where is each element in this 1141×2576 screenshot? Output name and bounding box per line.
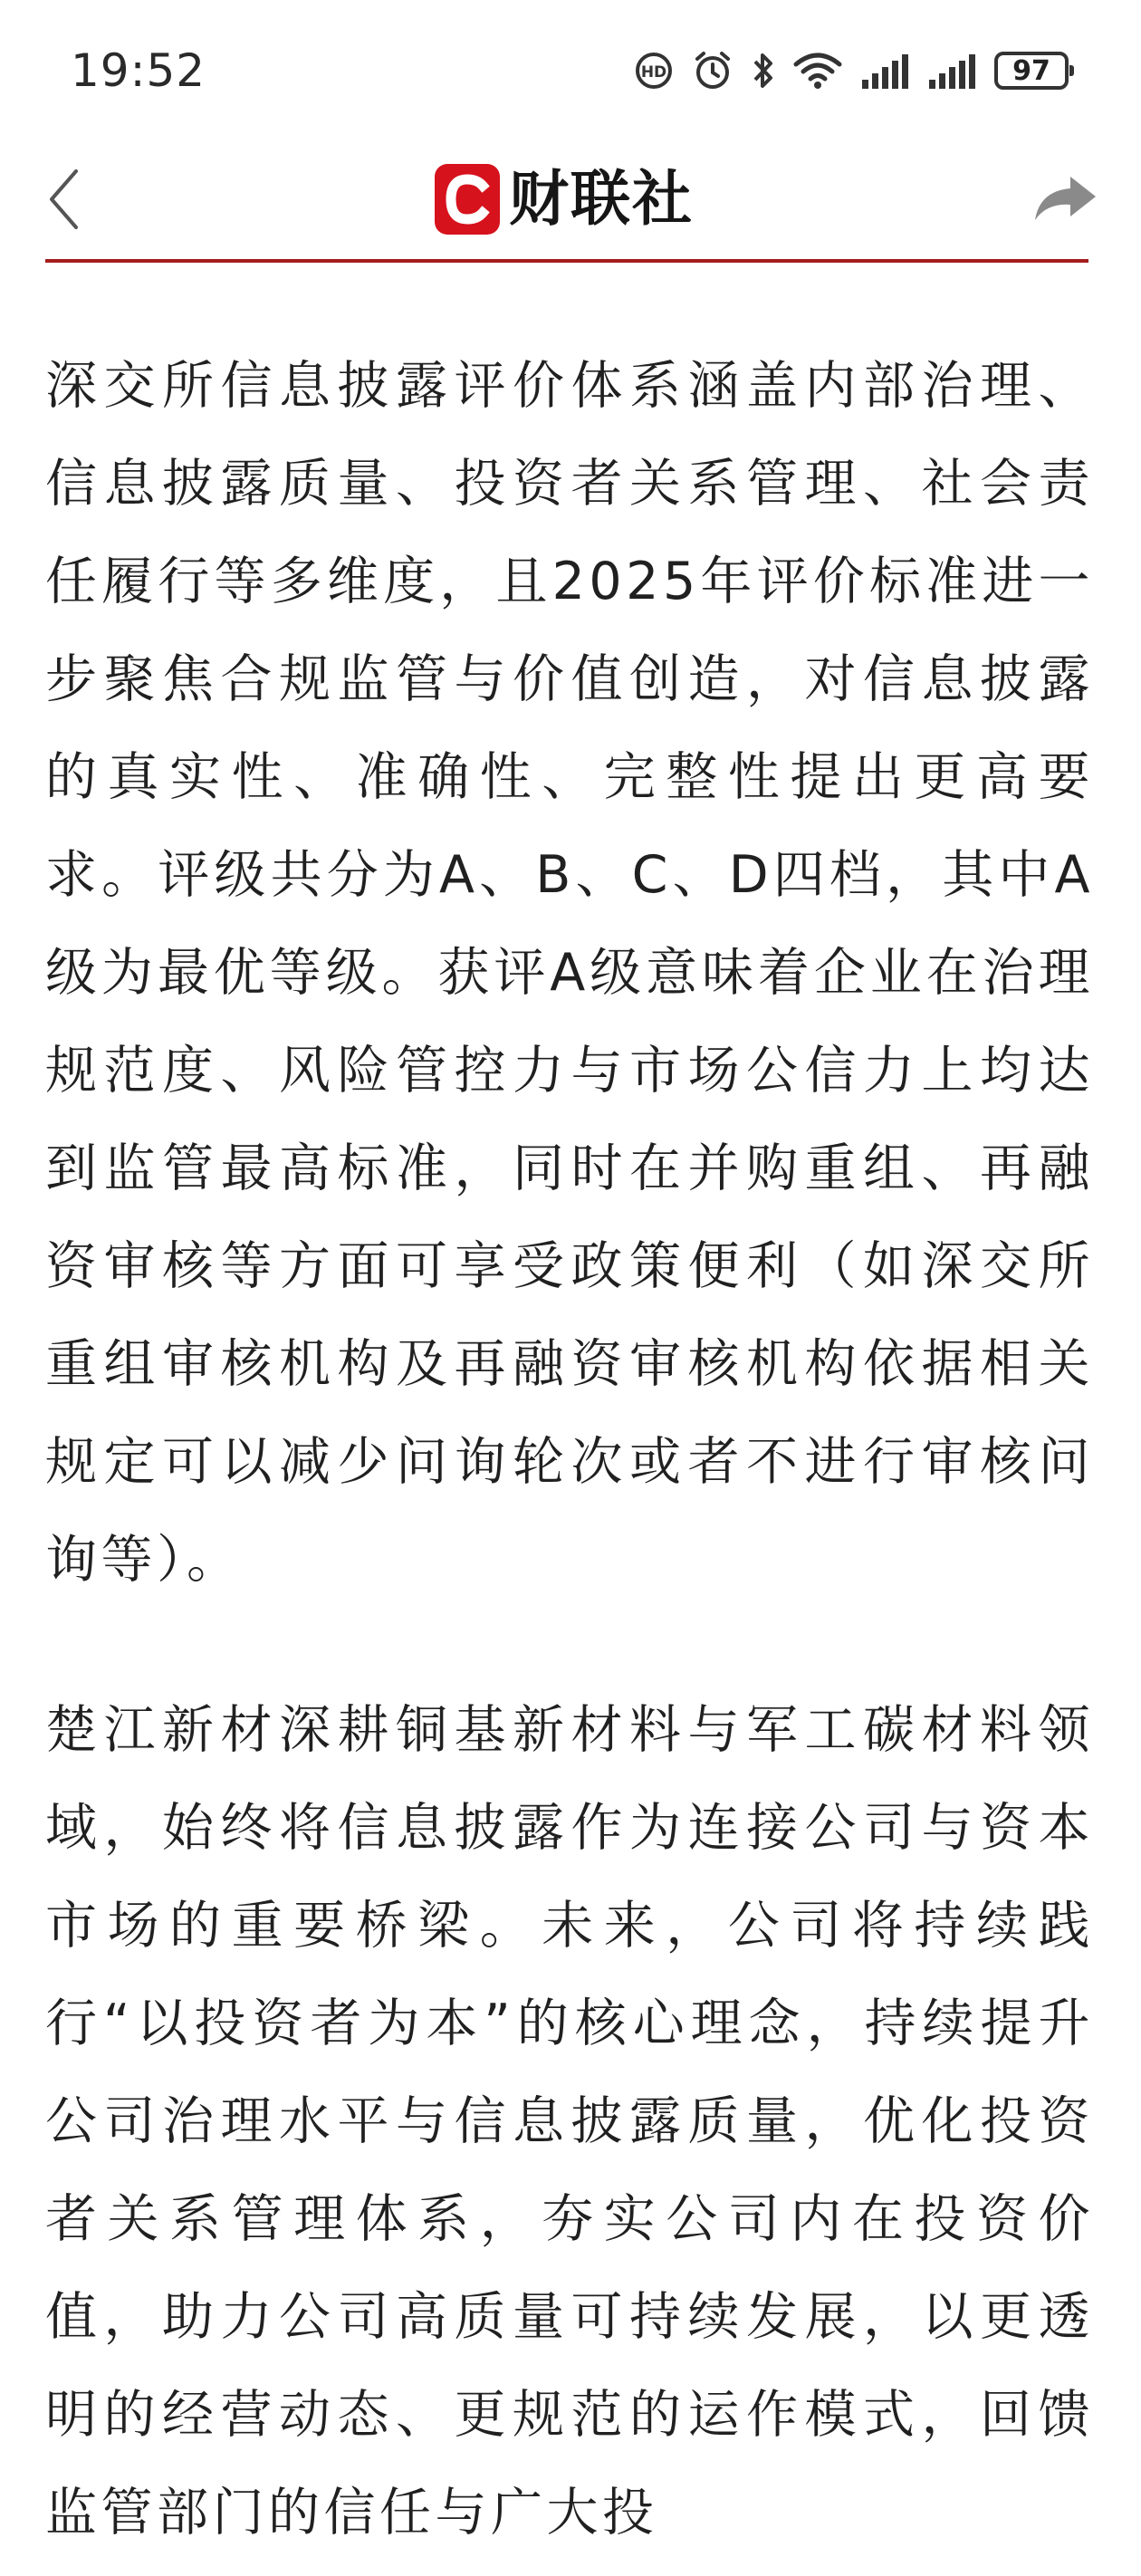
- signal-icon: [860, 53, 909, 89]
- article-paragraph: 楚江新材深耕铜基新材料与军工碳材料领域，始终将信息披露作为连接公司与资本市场的重要桥梁。未来，公司将持续践行“以投资者为本”的核心理念，持续提升公司治理水平与信息披露质量，优化投资者关系管理体系，夯实公司内在投资价值，助力公司高质量可持续发展，以更透明的经营动态、更规范的运作模式，回馈监管部门的信任与广大投: [45, 1700, 1094, 2542]
- logo-text: 财联社: [509, 164, 694, 234]
- status-icons: [634, 45, 1069, 96]
- battery-icon: [994, 52, 1069, 90]
- logo-mark-icon: [435, 164, 500, 235]
- article-paragraph: 深交所信息披露评价体系涵盖内部治理、信息披露质量、投资者关系管理、社会责任履行等多维度，且2025年评价标准进一步聚焦合规监管与价值创造，对信息披露的真实性、准确性、完整性提出更高要求。评级共分为A、B、C、D四档，其中A级为最优等级。获评A级意味着企业在治理规范度、风险管控力与市场公信力上均达到监管最高标准，同时在并购重组、再融资审核等方面可享受政策便利（如深交所重组审核机构及再融资审核机构依据相关规定可以减少问询轮次或者不进行审核问询等）。: [45, 356, 1094, 1590]
- wifi-icon: [793, 52, 842, 90]
- app-header: [0, 136, 1141, 263]
- back-button[interactable]: [36, 163, 91, 235]
- signal-icon: [927, 53, 976, 89]
- hd-icon: [634, 51, 674, 91]
- battery-level: 97: [994, 52, 1069, 90]
- share-arrow-icon: [1032, 173, 1098, 224]
- cailianshe-logo: [435, 154, 694, 245]
- status-time: 19:52: [71, 44, 206, 97]
- svg-text:HD: HD: [640, 63, 667, 82]
- share-button[interactable]: [1029, 167, 1101, 230]
- chevron-left-icon: [47, 168, 80, 231]
- bluetooth-icon: [752, 50, 775, 91]
- alarm-icon: [692, 50, 734, 91]
- article-body: [45, 337, 1094, 2562]
- header-divider: [45, 259, 1088, 263]
- status-bar: [0, 0, 1141, 136]
